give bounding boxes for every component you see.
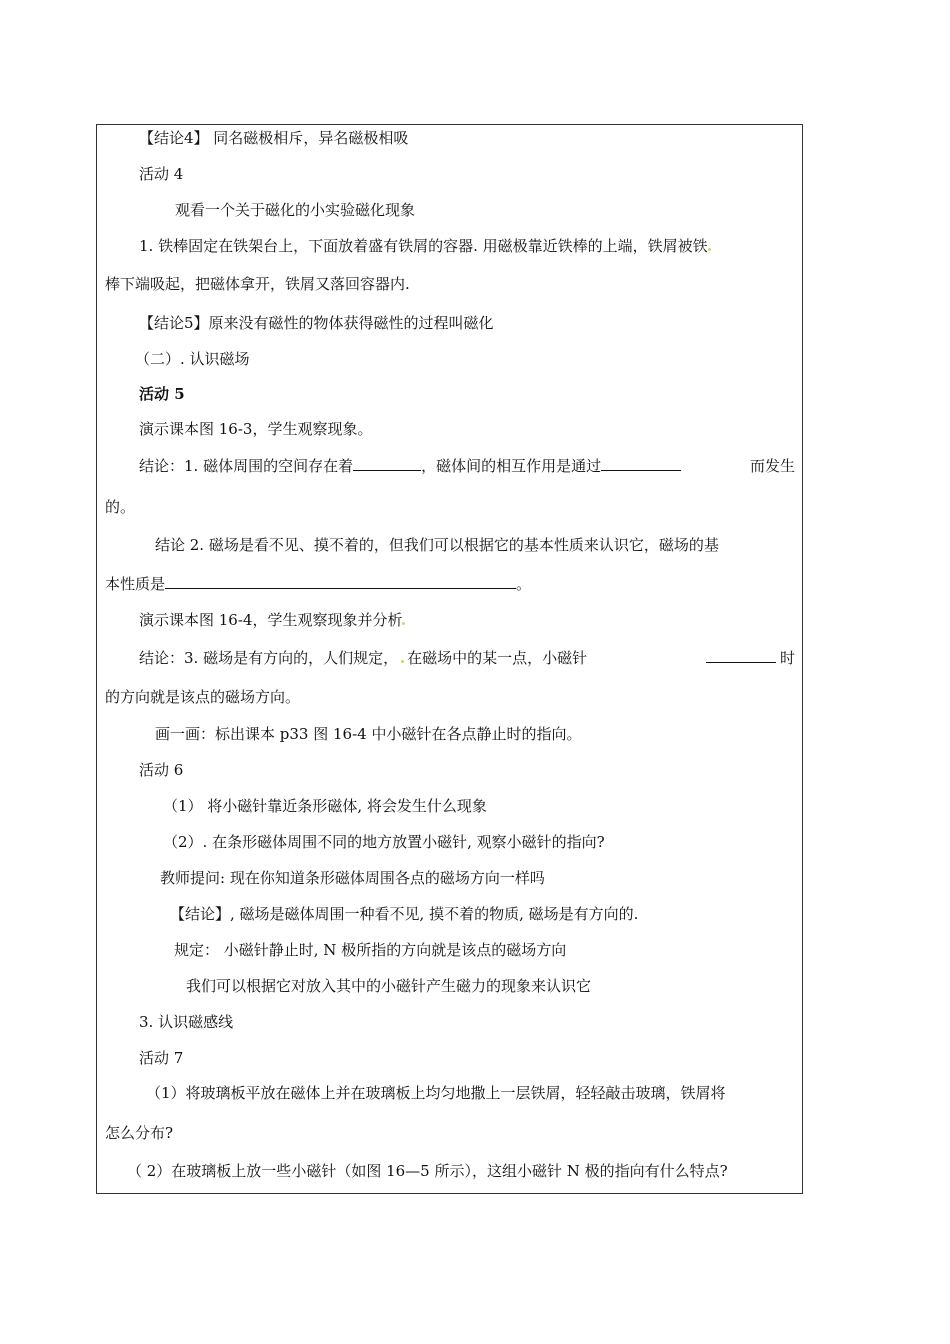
activity-7-q2: （ 2）在玻璃板上放一些小磁针（如图 16—5 所示），这组小磁针 N 极的指向有什么特点?	[127, 1162, 728, 1180]
activity-7-q1: （1）将玻璃板平放在磁体上并在玻璃板上均匀地撒上一层铁屑，轻轻敲击玻璃，铁屑将	[146, 1084, 726, 1102]
highlight-mark-3	[401, 660, 404, 663]
conclusion-3	[139, 648, 795, 668]
highlight-mark-2	[402, 622, 405, 625]
blank-1	[353, 456, 421, 471]
experiment-step-1	[139, 236, 711, 256]
blank-2	[601, 456, 681, 471]
activity-5-heading: 活动 5	[139, 385, 185, 403]
rule-field-direction: 规定： 小磁针静止时, N 极所指的方向就是该点的磁场方向	[174, 941, 567, 959]
blank-4	[706, 648, 776, 663]
conclusion-2: 结论 2. 磁场是看不见、摸不着的，但我们可以根据它的基本性质来认识它，磁场的基	[155, 536, 719, 554]
draw-task: 画一画：标出课本 p33 图 16-4 中小磁针在各点静止时的指向。	[155, 725, 582, 743]
conclusion-1-text: 结论：1. 磁体周围的空间存在着	[139, 457, 354, 475]
section-field-lines: 3. 认识磁感线	[139, 1013, 234, 1031]
teacher-question: 教师提问: 现在你知道条形磁体周围各点的磁场方向一样吗	[160, 869, 545, 887]
conclusion-3-text-2: 在磁场中的某一点，小磁针	[407, 649, 588, 667]
activity-6-q2: （2）. 在条形磁体周围不同的地方放置小磁针, 观察小磁针的指向?	[163, 833, 605, 851]
activity-7-q1-cont: 怎么分布?	[105, 1124, 174, 1142]
activity-4-intro: 观看一个关于磁化的小实验磁化现象	[175, 201, 416, 219]
activity-7-heading: 活动 7	[139, 1049, 184, 1067]
activity-6-heading: 活动 6	[139, 761, 184, 779]
conclusion-2-cont	[105, 574, 531, 594]
field-recognition-note: 我们可以根据它对放入其中的小磁针产生磁力的现象来认识它	[186, 977, 592, 995]
activity-4-heading: 活动 4	[139, 165, 184, 183]
conclusion-5: 【结论5】原来没有磁性的物体获得磁性的过程叫磁化	[139, 314, 494, 332]
conclusion-3-tail: 时	[779, 649, 795, 667]
conclusion-1-cont: 的。	[105, 498, 136, 516]
conclusion-1-text-2: ，磁体间的相互作用是通过	[421, 457, 602, 475]
conclusion-3-text: 结论：3. 磁场是有方向的，人们规定，	[139, 649, 399, 667]
blank-3	[165, 574, 516, 589]
conclusion-3-cont: 的方向就是该点的磁场方向。	[105, 688, 301, 706]
conclusion-2-end: 。	[516, 575, 532, 593]
demo-figure-16-4	[139, 610, 405, 630]
highlight-mark	[708, 248, 711, 251]
conclusion-2-cont-text: 本性质是	[105, 575, 166, 593]
conclusion-1	[139, 456, 795, 476]
conclusion-4: 【结论4】 同名磁极相斥，异名磁极相吸	[139, 129, 409, 147]
conclusion-1-tail: 而发生	[749, 457, 795, 475]
demo-figure-16-4-text: 演示课本图 16-4，学生观察现象并分析	[139, 611, 403, 629]
demo-figure-16-3: 演示课本图 16-3，学生观察现象。	[139, 420, 373, 438]
experiment-step-1-cont: 棒下端吸起，把磁体拿开，铁屑又落回容器内.	[105, 275, 410, 293]
activity-6-q1: （1） 将小磁针靠近条形磁体, 将会发生什么现象	[163, 797, 487, 815]
conclusion-field: 【结论】, 磁场是磁体周围一种看不见, 摸不着的物质, 磁场是有方向的.	[170, 905, 639, 923]
section-magnetic-field: （二）. 认识磁场	[135, 350, 250, 368]
experiment-step-1-text: 1. 铁棒固定在铁架台上，下面放着盛有铁屑的容器. 用磁极靠近铁棒的上端，铁屑被铁	[139, 237, 708, 255]
